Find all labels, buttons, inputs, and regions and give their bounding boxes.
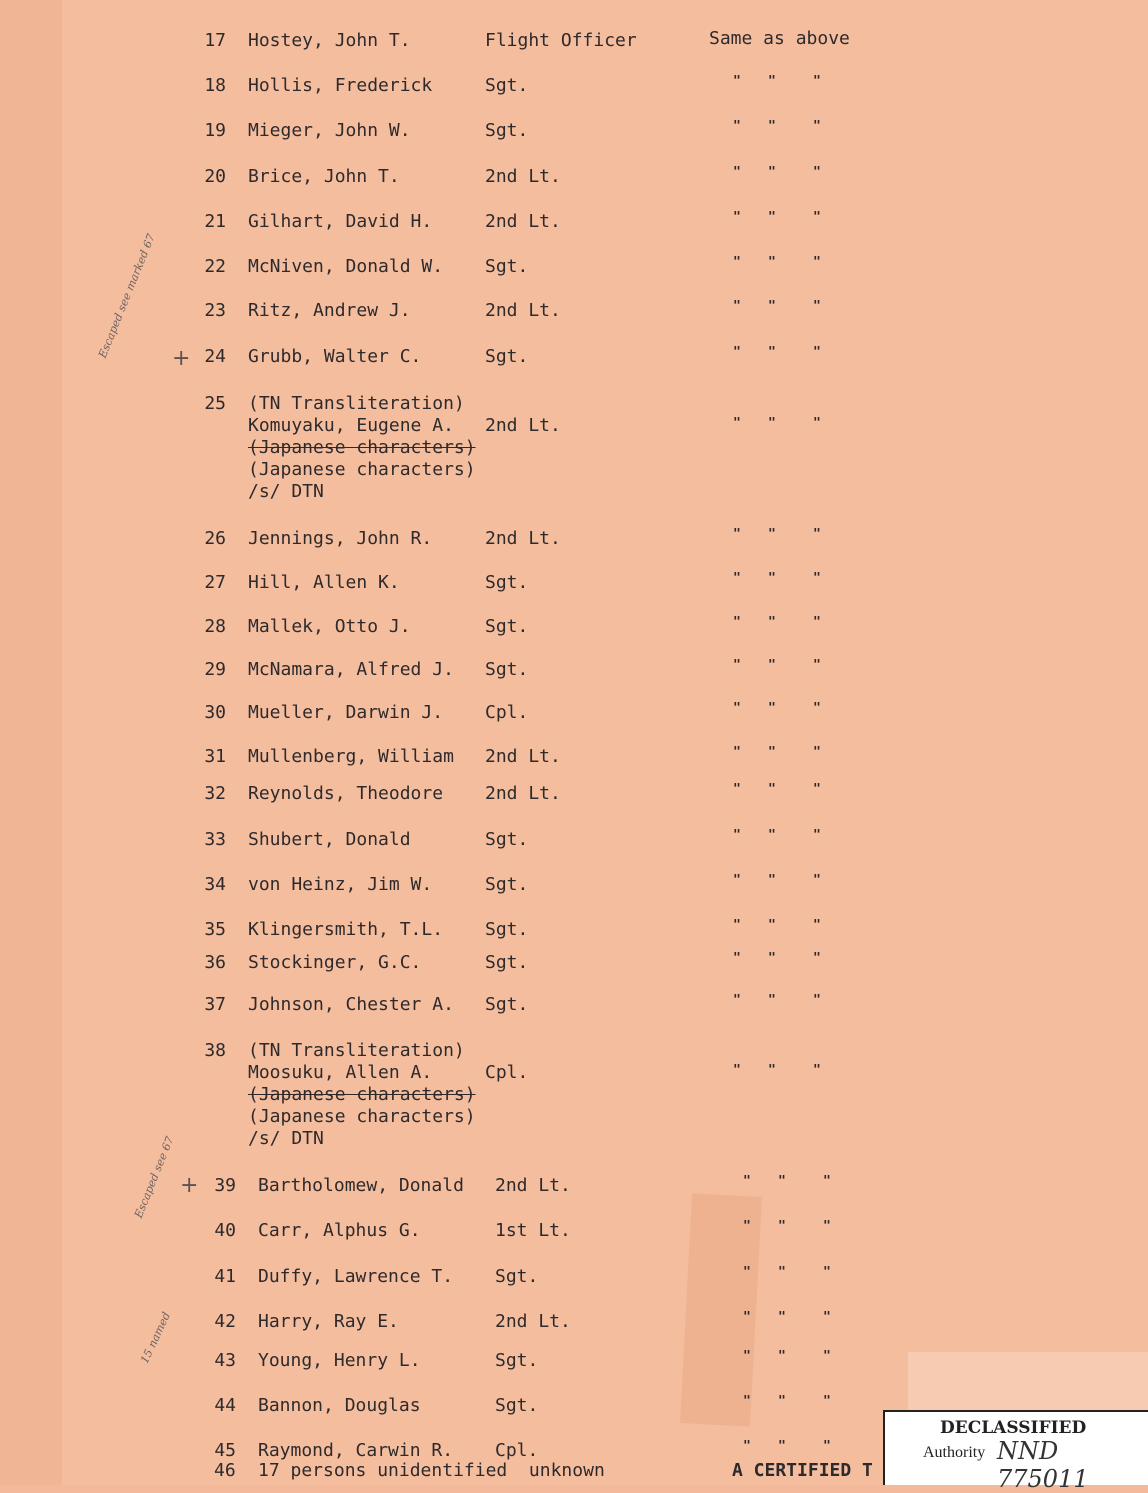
entry-name-line: (Japanese characters) [248,437,476,458]
ditto-mark: " [768,571,776,586]
ditto-mark: " [733,119,741,134]
entry-name: Shubert, Donald [248,829,411,850]
stamp-authority-label: Authority [923,1444,986,1461]
entry-rank: Sgt. [485,256,529,277]
ditto-mark: " [733,416,741,431]
entry-rank: Sgt. [485,919,529,940]
ditto-mark: " [768,745,776,760]
entry-number: 29 [204,659,226,680]
entry-number: 44 [214,1395,236,1416]
ditto-mark: " [823,1349,831,1364]
entry-number: 22 [204,256,226,277]
ditto-mark: " [743,1174,751,1189]
entry-number: 39 [214,1175,236,1196]
left-page-edge [0,0,62,1485]
entry-rank: 2nd Lt. [485,415,561,436]
ditto-mark: " [733,210,741,225]
entry-number: 40 [214,1220,236,1241]
entry-name: Carr, Alphus G. [258,1220,421,1241]
declassified-stamp [883,1410,1148,1493]
ditto-mark: " [823,1174,831,1189]
ditto-mark: " [768,873,776,888]
entry-number: 45 [214,1440,236,1461]
ditto-mark: " [813,658,821,673]
entry-number: 19 [204,120,226,141]
ditto-mark: " [813,782,821,797]
entry-name: Duffy, Lawrence T. [258,1266,454,1287]
entry-rank: Cpl. [495,1440,539,1461]
ditto-mark: " [743,1439,751,1454]
ditto-mark: " [768,255,776,270]
ditto-mark: " [768,658,776,673]
entry-name: McNiven, Donald W. [248,256,444,277]
ditto-mark: " [813,745,821,760]
entry-number: 41 [214,1266,236,1287]
entry-rank: Sgt. [485,994,529,1015]
ditto-mark: " [733,658,741,673]
entry-number: 36 [204,952,226,973]
entry-rank: Cpl. [485,702,529,723]
entry-number: 37 [204,994,226,1015]
margin-note-39: Escaped see 67 [132,1134,177,1220]
ditto-mark: " [768,701,776,716]
ditto-mark: " [813,165,821,180]
entry-name: Brice, John T. [248,166,400,187]
ditto-mark: " [813,828,821,843]
ditto-mark: " [733,701,741,716]
ditto-mark: " [768,828,776,843]
entry-name-line: (Japanese characters) [248,1106,476,1127]
entry-name-line: Komuyaku, Eugene A. [248,415,454,436]
margin-note-43: 15 named [138,1310,174,1366]
entry-number: 27 [204,572,226,593]
entry-rank: Sgt. [495,1350,539,1371]
ditto-mark: " [778,1394,786,1409]
entry-name-line: /s/ DTN [248,481,324,502]
ditto-mark: " [768,1063,776,1078]
ditto-mark: " [733,165,741,180]
entry-rank: Sgt. [485,346,529,367]
ditto-mark: " [823,1219,831,1234]
ditto-mark: " [813,571,821,586]
ditto-mark: " [778,1265,786,1280]
entry-number: 42 [214,1311,236,1332]
ditto-mark: " [813,210,821,225]
entry-rank: 2nd Lt. [485,783,561,804]
entry-name: McNamara, Alfred J. [248,659,454,680]
ditto-mark: " [733,745,741,760]
entry-number: 30 [204,702,226,723]
ditto-mark: " [733,74,741,89]
entry-rank: 2nd Lt. [485,746,561,767]
ditto-mark: " [778,1174,786,1189]
ditto-mark: " [813,701,821,716]
entry-name: Ritz, Andrew J. [248,300,411,321]
entry-number: 34 [204,874,226,895]
entry-name: Young, Henry L. [258,1350,421,1371]
ditto-mark: " [768,918,776,933]
entry-rank: 1st Lt. [495,1220,571,1241]
entry-number: 35 [204,919,226,940]
entry-name-line: Moosuku, Allen A. [248,1062,433,1083]
ditto-mark: " [733,299,741,314]
ditto-mark: " [813,299,821,314]
ditto-mark: " [768,74,776,89]
entry-name: (TN Transliteration) [248,1040,465,1061]
paper-corner-tab [908,1352,1148,1412]
ditto-mark: " [733,345,741,360]
ditto-mark: " [813,255,821,270]
ditto-mark: " [733,951,741,966]
ditto-mark: " [813,918,821,933]
entry-number: 32 [204,783,226,804]
ditto-mark: " [768,951,776,966]
entry-name: Grubb, Walter C. [248,346,422,367]
entry-rank: Sgt. [495,1266,539,1287]
entry-rank: 2nd Lt. [495,1175,571,1196]
entry-name: Raymond, Carwin R. [258,1440,454,1461]
plus-mark-39: + [180,1173,199,1198]
line-46-number: 46 [214,1460,236,1481]
ditto-mark: " [813,615,821,630]
entry-name: Hostey, John T. [248,30,411,51]
ditto-mark: " [813,951,821,966]
entry-name: Johnson, Chester A. [248,994,454,1015]
entry-name-line: /s/ DTN [248,1128,324,1149]
entry-number: 21 [204,211,226,232]
entry-rank: Sgt. [485,874,529,895]
entry-number: 18 [204,75,226,96]
entry-name: (TN Transliteration) [248,393,465,414]
ditto-mark: " [768,527,776,542]
entry-number: 25 [204,393,226,414]
plus-mark-24: + [172,346,191,371]
ditto-mark: " [778,1349,786,1364]
entry-rank: Sgt. [485,120,529,141]
entry-rank: Sgt. [495,1395,539,1416]
entry-rank: Sgt. [485,829,529,850]
ditto-mark: " [768,299,776,314]
entry-name-line: (Japanese characters) [248,459,476,480]
entry-rank: Sgt. [485,952,529,973]
entry-name: Mallek, Otto J. [248,616,411,637]
entry-rank: Flight Officer [485,30,637,51]
entry-name-line: (Japanese characters) [248,1084,476,1105]
ditto-mark: " [823,1265,831,1280]
entry-rank: 2nd Lt. [485,211,561,232]
ditto-mark: " [733,782,741,797]
entry-rank: 2nd Lt. [495,1311,571,1332]
entry-number: 24 [204,346,226,367]
ditto-mark: " [733,873,741,888]
entry-number: 28 [204,616,226,637]
ditto-mark: " [813,993,821,1008]
entry-number: 43 [214,1350,236,1371]
entry-name: Stockinger, G.C. [248,952,422,973]
entry-name: Mullenberg, William [248,746,454,767]
ditto-mark: " [733,993,741,1008]
entry-name: Harry, Ray E. [258,1311,399,1332]
line-46-text: 17 persons unidentified unknown [258,1460,605,1481]
entry-number: 33 [204,829,226,850]
ditto-mark: " [733,1063,741,1078]
ditto-mark: " [743,1349,751,1364]
entry-name: Bartholomew, Donald [258,1175,464,1196]
entry-rank: Cpl. [485,1062,529,1083]
entry-rank: Sgt. [485,572,529,593]
entry-name: Mieger, John W. [248,120,411,141]
entry-name: Bannon, Douglas [258,1395,421,1416]
entry-rank: Sgt. [485,75,529,96]
entry-rank: 2nd Lt. [485,528,561,549]
entry-rank: Sgt. [485,616,529,637]
ditto-mark: " [743,1310,751,1325]
entry-rank: 2nd Lt. [485,300,561,321]
entry-number: 20 [204,166,226,187]
entry-name: Hollis, Frederick [248,75,433,96]
entry-number: 38 [204,1040,226,1061]
entry-number: 31 [204,746,226,767]
certified-line: A CERTIFIED T [732,1460,873,1481]
entry-rank: Sgt. [485,659,529,680]
entry-name: Reynolds, Theodore [248,783,444,804]
same-as-above-header: Same as above [709,28,850,49]
ditto-mark: " [768,993,776,1008]
entry-rank: 2nd Lt. [485,166,561,187]
ditto-mark: " [733,571,741,586]
ditto-mark: " [743,1265,751,1280]
ditto-mark: " [733,255,741,270]
entry-name: Jennings, John R. [248,528,433,549]
ditto-mark: " [733,828,741,843]
ditto-mark: " [768,345,776,360]
ditto-mark: " [733,527,741,542]
ditto-mark: " [823,1439,831,1454]
ditto-mark: " [823,1394,831,1409]
ditto-mark: " [823,1310,831,1325]
ditto-mark: " [768,782,776,797]
entry-number: 17 [204,30,226,51]
ditto-mark: " [768,165,776,180]
ditto-mark: " [743,1394,751,1409]
ditto-mark: " [733,615,741,630]
ditto-mark: " [813,119,821,134]
entry-name: Gilhart, David H. [248,211,433,232]
ditto-mark: " [743,1219,751,1234]
ditto-mark: " [778,1310,786,1325]
ditto-mark: " [778,1219,786,1234]
entry-number: 23 [204,300,226,321]
stamp-title: DECLASSIFIED [940,1418,1087,1438]
ditto-mark: " [813,1063,821,1078]
ditto-mark: " [813,345,821,360]
entry-name: von Heinz, Jim W. [248,874,433,895]
ditto-mark: " [813,873,821,888]
ditto-mark: " [778,1439,786,1454]
ditto-mark: " [768,210,776,225]
entry-name: Hill, Allen K. [248,572,400,593]
entry-name: Mueller, Darwin J. [248,702,444,723]
ditto-mark: " [813,416,821,431]
stamp-authority-value: NND 775011 [997,1437,1089,1493]
ditto-mark: " [813,74,821,89]
ditto-mark: " [768,119,776,134]
entry-number: 26 [204,528,226,549]
ditto-mark: " [768,416,776,431]
ditto-mark: " [733,918,741,933]
entry-name: Klingersmith, T.L. [248,919,444,940]
ditto-mark: " [813,527,821,542]
margin-note-24: Escaped see marked 67 [96,232,158,360]
ditto-mark: " [768,615,776,630]
